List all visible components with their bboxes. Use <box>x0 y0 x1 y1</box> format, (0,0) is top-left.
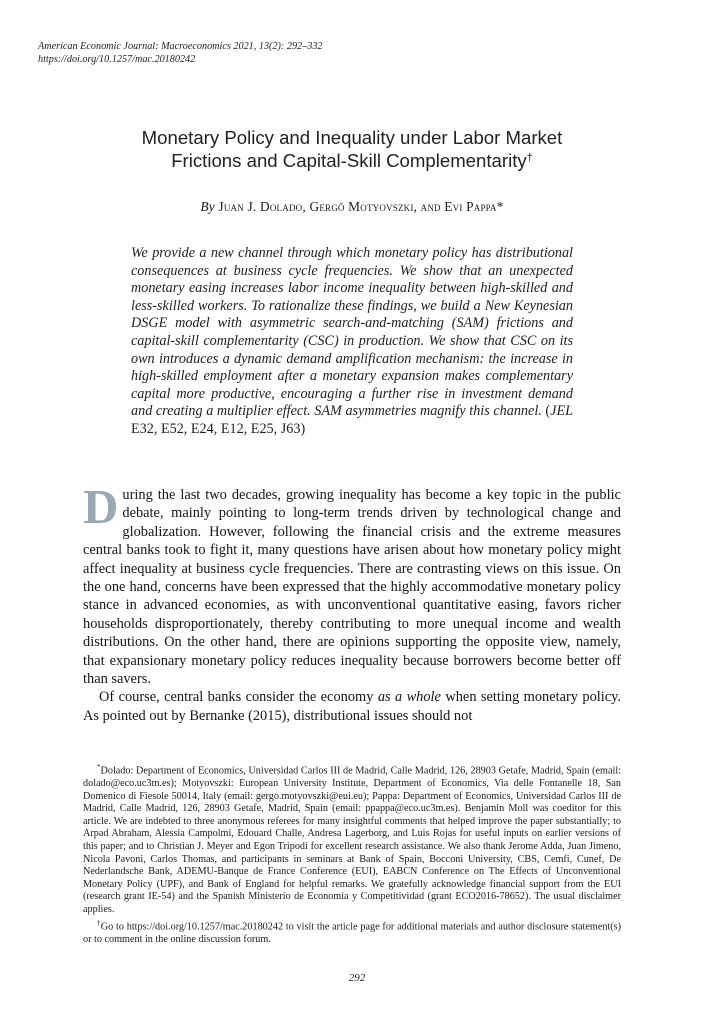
paragraph-2: Of course, central banks consider the economy as a whole when setting monetary policy. As pointed out by Bernanke (2015), distributional issues should not <box>83 689 622 724</box>
drop-cap: D <box>83 479 119 534</box>
author-by: By <box>200 199 215 214</box>
journal-header <box>38 40 323 66</box>
journal-citation: American Economic Journal: Macroeconomics 2021, 13(2): 292–332 <box>38 41 323 52</box>
title-dagger-mark[interactable]: † <box>526 152 533 164</box>
doi-link[interactable]: https://doi.org/10.1257/mac.20180242 <box>38 54 196 65</box>
abstract-text: We provide a new channel through which monetary policy has distributional consequences at business cycle frequencies. We show that an unexpected monetary easing increases labor income inequality between high-skilled and less-skilled workers. To rationalize these findings, we build a New Keynesian DSGE model with asymmetric search-and-matching (SAM) frictions and capital-skill complementarity (CSC) in production. We show that CSC on its own introduces a dynamic demand amplification mechanism: the increase in high-skilled employment after a monetary expansion makes complementary capital more productive, encouraging a further rise in investment demand and creating a multiplier effect. SAM asymmetries magnify this channel. <box>131 245 573 420</box>
jel-codes: (JEL E32, E52, E24, E12, E25, J63) <box>131 403 573 437</box>
emphasis-text: as a whole <box>377 689 441 706</box>
footnotes <box>83 761 621 946</box>
abstract <box>131 245 573 439</box>
author-line <box>60 198 644 215</box>
paper-title <box>60 126 644 172</box>
author-names: Juan J. Dolado, Gergő Motyovszki, and Evi Pappa* <box>218 199 504 214</box>
footnote-star: *Dolado: Department of Economics, Universidad Carlos III de Madrid, Calle Madrid, 126, 28903 Getafe, Madrid, Spain (email: dolado@eco.uc3m.es); Motyovszki: European University Institute, Department of Economics, Via delle Fontanelle 18, San Domenico di Fiesole 50014, Italy (email: gergo.motyovszki@eui.eu); Pappa: Department of Economics, Universidad Carlos III de Madrid, Calle Madrid, 126, 28903 Getafe, Madrid, Spain (email: ppappa@eco.uc3m.es). Benjamin Moll was coeditor for this article. We are indebted to three anonymous referees for many insightful comments that helped improve the paper substantially; to Arpad Abraham, Alessia Campolmi, Edouard Challe, Andresa Lagerborg, and Luis Rojas for useful inputs on earlier versions of this paper; and to Christian J. Meyer and Egon Tripodi for excellent research assistance. We also thank Jerome Adda, Juan Jimeno, Nicola Pavoni, Carlos Thomas, and participants in seminars at Bank of Spain, Bocconi University, CBS, Cemfi, Cunef, De Nederlandsche Bank, ADEMU-Banque de France Conference (EUI), EABCN Conference on The Effects of Unconventional Monetary Policy (UPF), and Bank of England for helpful remarks. We gratefully acknowledge financial support from the EUI (research grant IE-54) and the Spanish Ministerio de Economía y Competitividad (grant ECO2016-78652). The usual disclaimer applies. <box>83 763 621 915</box>
paragraph-1: During the last two decades, growing inequality has become a key topic in the public debate, mainly pointing to long-term trends driven by technological change and globalization. However, following the financial crisis and the extreme measures central banks took to fight it, many questions have arisen about how monetary policy might affect inequality at business cycle frequencies. There are contrasting views on this issue. On the one hand, concerns have been expressed that the highly accommodative monetary policy stance in advanced economies, as with unconventional quantitative easing, favors richer households disproportionately, thereby contributing to more unequal income and wealth distributions. On the other hand, there are opinions supporting the opposite view, namely, that expansionary monetary policy reduces inequality because borrowers become better off than savers. <box>83 479 621 688</box>
page-number: 292 <box>348 972 366 984</box>
title-line-2: Frictions and Capital-Skill Complementarity† <box>171 150 533 171</box>
body-text <box>83 479 622 725</box>
title-line-1: Monetary Policy and Inequality under Labor Market <box>141 127 563 148</box>
footnote-dagger: †Go to https://doi.org/10.1257/mac.20180242 to visit the article page for additional materials and author disclosure statement(s) or to comment in the online discussion forum. <box>83 918 622 945</box>
